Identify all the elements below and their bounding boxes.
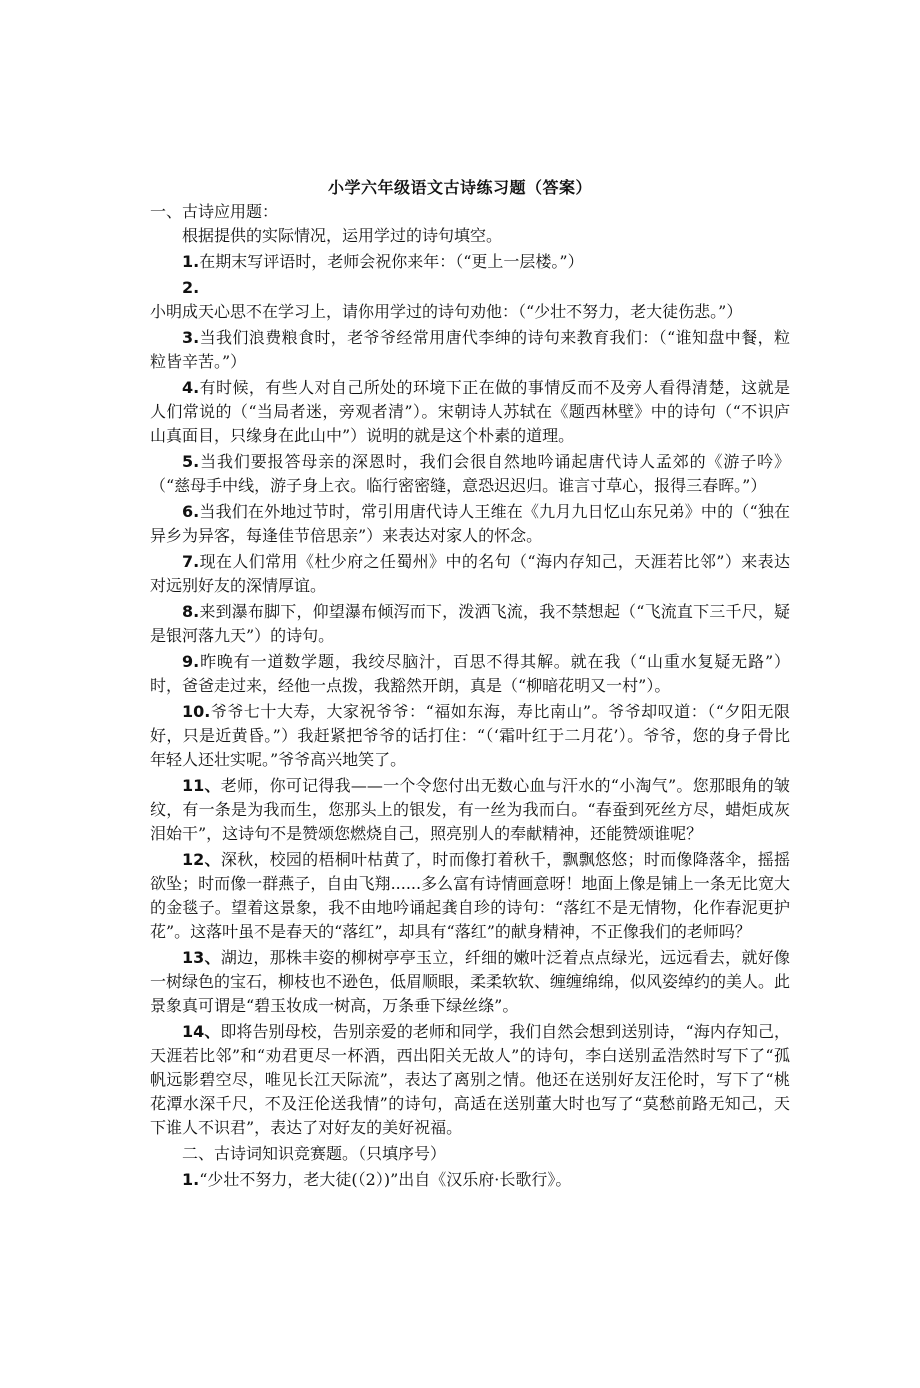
question-item bbox=[150, 600, 790, 648]
question-item bbox=[150, 276, 790, 324]
question-number: 10. bbox=[182, 702, 211, 721]
question-text: 昨晚有一道数学题，我绞尽脑汁，百思不得其解。就在我（“山重水复疑无路”）时，爸爸走过来，经他一点拨，我豁然开朗，真是（“柳暗花明又一村”）。 bbox=[150, 652, 790, 695]
question-number: 8. bbox=[182, 602, 200, 621]
question-item bbox=[150, 250, 790, 274]
question-text: 来到瀑布脚下，仰望瀑布倾泻而下，泼洒飞流，我不禁想起（“飞流直下三千尺，疑是银河落九天”）的诗句。 bbox=[150, 602, 790, 645]
question-number: 12、 bbox=[182, 850, 221, 869]
question-item bbox=[150, 774, 790, 846]
question-item bbox=[150, 848, 790, 944]
question-number: 13、 bbox=[182, 948, 221, 967]
section1-heading: 一、古诗应用题： bbox=[150, 202, 279, 221]
question-number: 6. bbox=[182, 502, 200, 521]
question-text: 在期末写评语时，老师会祝你来年：（“更上一层楼。”） bbox=[199, 252, 584, 271]
question-text: 当我们要报答母亲的深恩时，我们会很自然地吟诵起唐代诗人孟郊的《游子吟》（“慈母手中线，游子身上衣。临行密密缝，意恐迟迟归。谁言寸草心，报得三春晖。”） bbox=[150, 452, 790, 495]
question-item bbox=[150, 326, 790, 374]
question-item bbox=[150, 550, 790, 598]
document-body bbox=[150, 200, 790, 1194]
document-title: 小学六年级语文古诗练习题（答案） bbox=[327, 178, 592, 197]
question-item bbox=[150, 450, 790, 498]
question-number: 3. bbox=[182, 328, 200, 347]
section1-instruction: 根据提供的实际情况，运用学过的诗句填空。 bbox=[182, 226, 503, 245]
question-text: 爷爷七十大寿，大家祝爷爷：“福如东海，寿比南山”。爷爷却叹道：（“夕阳无限好，只是近黄昏。”）我赶紧把爷爷的话打住：“（‘霜叶红于二月花’）。爷爷，您的身子骨比年轻人还壮实呢。”爷爷高兴地笑了。 bbox=[150, 702, 790, 769]
question-text: 深秋，校园的梧桐叶枯黄了，时而像打着秋千，飘飘悠悠；时而像降落伞，摇摇欲坠；时而像一群燕子，自由飞翔......多么富有诗情画意呀！地面上像是铺上一条无比宽大的金毯子。望着这景象，我不由地吟诵起龚自珍的诗句：“落红不是无情物，化作春泥更护花”。这落叶虽不是春天的“落红”，却具有“落红”的献身精神，不正像我们的老师吗？ bbox=[150, 850, 790, 941]
question-item bbox=[150, 1020, 790, 1140]
question-number: 9. bbox=[182, 652, 200, 671]
question-text: 现在人们常用《杜少府之任蜀州》中的名句（“海内存知己，天涯若比邻”）来表达对远别好友的深情厚谊。 bbox=[150, 552, 790, 595]
question-number: 4. bbox=[182, 378, 200, 397]
question-text: 老师，你可记得我——一个令您付出无数心血与汗水的“小淘气”。您那眼角的皱纹，有一条是为我而生，您那头上的银发，有一丝为我而白。“春蚕到死丝方尽，蜡炬成灰泪始干”，这诗句不是赞颂您燃烧自己，照亮别人的奉献精神，还能赞颂谁呢？ bbox=[150, 776, 790, 843]
question-number: 1. bbox=[182, 1170, 200, 1189]
question-text: 当我们在外地过节时，常引用唐代诗人王维在《九月九日忆山东兄弟》中的（“独在异乡为异客，每逢佳节倍思亲”）来表达对家人的怀念。 bbox=[150, 502, 790, 545]
question-text: 小明成天心思不在学习上，请你用学过的诗句劝他：（“少壮不努力，老大徒伤悲。”） bbox=[150, 302, 743, 321]
question-number: 11、 bbox=[182, 776, 221, 795]
question-list bbox=[150, 250, 790, 1140]
section2-heading: 二、古诗词知识竞赛题。（只填序号） bbox=[182, 1144, 447, 1163]
question-number: 14、 bbox=[182, 1022, 221, 1041]
question-text: 即将告别母校，告别亲爱的老师和同学，我们自然会想到送别诗，“海内存知己，天涯若比邻”和“劝君更尽一杯酒，西出阳关无故人”的诗句，李白送别孟浩然时写下了“孤帆远影碧空尽，唯见长江天际流”，表达了离别之情。他还在送别好友汪伦时，写下了“桃花潭水深千尺，不及汪伦送我情”的诗句，高适在送别董大时也写了“莫愁前路无知己，天下谁人不识君”，表达了对好友的美好祝福。 bbox=[150, 1022, 790, 1137]
question-number: 2. bbox=[182, 278, 200, 297]
question-item bbox=[150, 376, 790, 448]
question-number: 1. bbox=[182, 252, 200, 271]
question-number: 7. bbox=[182, 552, 200, 571]
question-text: 当我们浪费粮食时，老爷爷经常用唐代李绅的诗句来教育我们：（“谁知盘中餐，粒粒皆辛苦。”） bbox=[150, 328, 790, 371]
question-item bbox=[150, 650, 790, 698]
question-text: 湖边，那株丰姿的柳树亭亭玉立，纤细的嫩叶泛着点点绿光，远远看去，就好像一树绿色的宝石，柳枝也不逊色，低眉顺眼，柔柔软软、缠缠绵绵，似风姿绰约的美人。此景象真可谓是“碧玉妆成一树高，万条垂下绿丝绦”。 bbox=[150, 948, 791, 1015]
question-item bbox=[150, 946, 790, 1018]
question-item bbox=[150, 500, 790, 548]
question-item bbox=[150, 1168, 790, 1192]
question-item bbox=[150, 700, 790, 772]
question-text: 有时候，有些人对自己所处的环境下正在做的事情反而不及旁人看得清楚，这就是人们常说的（“当局者迷，旁观者清”）。宋朝诗人苏轼在《题西林壁》中的诗句（“不识庐山真面目，只缘身在此山中”）说明的就是这个朴素的道理。 bbox=[150, 378, 790, 445]
question-list-section2 bbox=[150, 1168, 790, 1192]
question-number: 5. bbox=[182, 452, 200, 471]
question-text: “少壮不努力，老大徒(（2）)”出自《汉乐府·长歌行》。 bbox=[199, 1170, 572, 1189]
